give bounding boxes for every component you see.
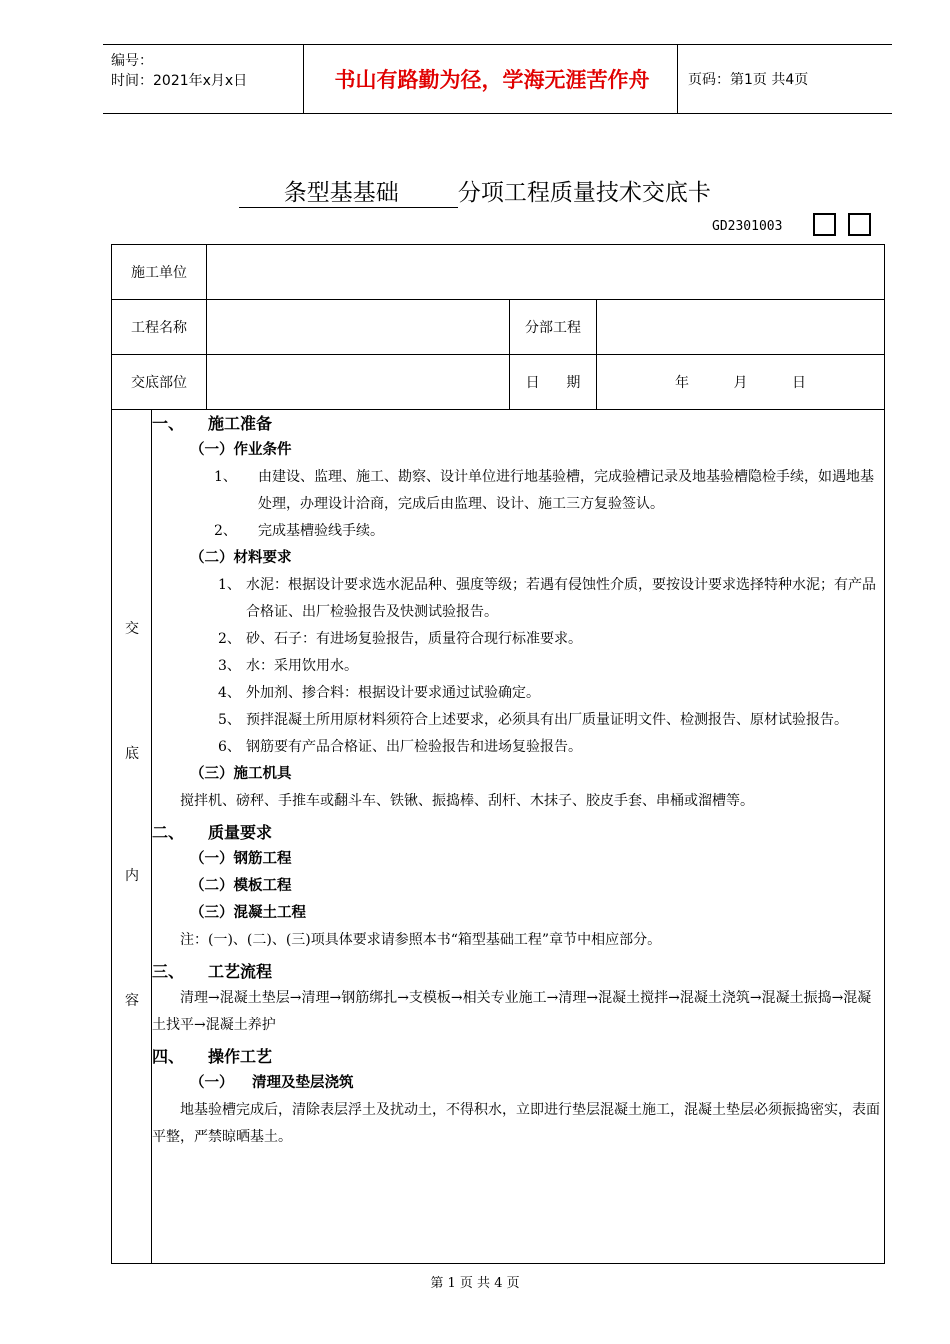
process-flow: 清理→混凝土垫层→清理→钢筋绑扎→支模板→相关专业施工→清理→混凝土搅拌→混凝土浇筑→混凝土振捣→混凝土找平→混凝土养护 <box>152 990 872 1033</box>
part-field[interactable] <box>207 355 510 410</box>
side-char: 底 <box>125 746 139 762</box>
date-field[interactable]: 年 月 日 <box>597 355 885 410</box>
item-text: 外加剂、掺合料：根据设计要求通过试验确定。 <box>246 685 540 701</box>
section-heading <box>152 410 884 437</box>
header-page-info: 页码：第1页 共4页 <box>688 72 809 88</box>
section-number: 三、 <box>152 962 185 981</box>
item-number: 1、 <box>218 577 241 593</box>
subproject-field[interactable] <box>597 300 885 355</box>
item-text: 完成基槽验线手续。 <box>258 523 384 539</box>
checkbox[interactable] <box>813 213 836 236</box>
page-footer: 第 1 页 共 4 页 <box>430 1276 520 1291</box>
document-title <box>0 174 950 208</box>
subsection-heading <box>152 1070 884 1097</box>
date-label: 日 期 <box>510 355 597 410</box>
section-heading <box>152 958 884 985</box>
document-code: GD2301003 <box>712 219 783 234</box>
unit-field[interactable] <box>207 245 885 300</box>
number-label: 编号： <box>111 53 153 69</box>
section-title: 工艺流程 <box>208 962 273 981</box>
item-text: 由建设、监理、施工、勘察、设计单位进行地基验槽，完成验槽记录及地基验槽隐检手续，如遇地基处理，办理设计洽商，完成后由监理、设计、施工三方复验签认。 <box>258 469 874 512</box>
subsection-heading: （二）模板工程 <box>190 878 292 894</box>
list-item <box>152 626 884 653</box>
item-number: 1、 <box>214 469 237 485</box>
section-title: 质量要求 <box>208 823 273 842</box>
title-suffix: 分项工程质量技术交底卡 <box>457 180 711 206</box>
subsection-heading: （三）施工机具 <box>190 766 292 782</box>
list-item <box>152 464 884 518</box>
content-side-label <box>112 410 152 1264</box>
section-title: 操作工艺 <box>208 1047 273 1066</box>
list-item <box>152 653 884 680</box>
subsection-heading: （一）作业条件 <box>190 442 292 458</box>
item-number: 3、 <box>218 658 241 674</box>
item-number: 5、 <box>218 712 241 728</box>
subsection-heading: （二）材料要求 <box>190 550 292 566</box>
item-number: 6、 <box>218 739 241 755</box>
item-number: 2、 <box>214 523 237 539</box>
note-text: 注：(一)、(二)、(三)项具体要求请参照本书“箱型基础工程”章节中相应部分。 <box>180 932 662 948</box>
paragraph: 地基验槽完成后，清除表层浮土及扰动土，不得积水，立即进行垫层混凝土施工，混凝土垫层必须振捣密实，表面平整，严禁晾晒基土。 <box>152 1102 880 1145</box>
subsection-title: 清理及垫层浇筑 <box>252 1075 354 1091</box>
section-title: 施工准备 <box>208 414 273 433</box>
header-divider <box>303 45 304 113</box>
list-item <box>152 518 884 545</box>
side-char: 内 <box>125 868 139 884</box>
time-label: 时间：2021年x月x日 <box>111 73 248 89</box>
item-text: 预拌混凝土所用原材料须符合上述要求，必须具有出厂质量证明文件、检测报告、原材试验报告。 <box>246 712 848 728</box>
unit-label: 施工单位 <box>112 245 207 300</box>
section-heading <box>152 819 884 846</box>
title-item: 条型基基础 <box>283 180 399 206</box>
part-label: 交底部位 <box>112 355 207 410</box>
header-meta <box>111 51 247 91</box>
side-char: 交 <box>125 621 139 637</box>
list-item <box>152 707 884 734</box>
item-number: 4、 <box>218 685 241 701</box>
list-item <box>152 572 884 626</box>
section-number: 一、 <box>152 414 185 433</box>
item-text: 砂、石子：有进场复验报告，质量符合现行标准要求。 <box>246 631 582 647</box>
paragraph: 搅拌机、磅秤、手推车或翻斗车、铁锹、振捣棒、刮杆、木抹子、胶皮手套、串桶或溜槽等。 <box>180 793 754 809</box>
item-number: 2、 <box>218 631 241 647</box>
section-number: 四、 <box>152 1047 185 1066</box>
subsection-heading: （三）混凝土工程 <box>190 905 306 921</box>
disclosure-content <box>152 410 885 1264</box>
page-header <box>103 44 892 114</box>
project-name-label: 工程名称 <box>112 300 207 355</box>
subproject-label: 分部工程 <box>510 300 597 355</box>
title-blank-value <box>239 174 458 208</box>
list-item <box>152 734 884 761</box>
subsection-number: （一） <box>190 1075 234 1091</box>
section-number: 二、 <box>152 823 185 842</box>
checkbox[interactable] <box>848 213 871 236</box>
side-char: 容 <box>125 993 139 1009</box>
item-text: 水：采用饮用水。 <box>246 658 358 674</box>
disclosure-form <box>111 244 885 1264</box>
project-name-field[interactable] <box>207 300 510 355</box>
header-motto: 书山有路勤为径，学海无涯苦作舟 <box>334 68 650 92</box>
section-heading <box>152 1043 884 1070</box>
item-text: 钢筋要有产品合格证、出厂检验报告和进场复验报告。 <box>246 739 582 755</box>
item-text: 水泥：根据设计要求选水泥品种、强度等级；若遇有侵蚀性介质，要按设计要求选择特种水泥；有产品合格证、出厂检验报告及快测试验报告。 <box>246 577 876 620</box>
list-item <box>152 680 884 707</box>
subsection-heading: （一）钢筋工程 <box>190 851 292 867</box>
